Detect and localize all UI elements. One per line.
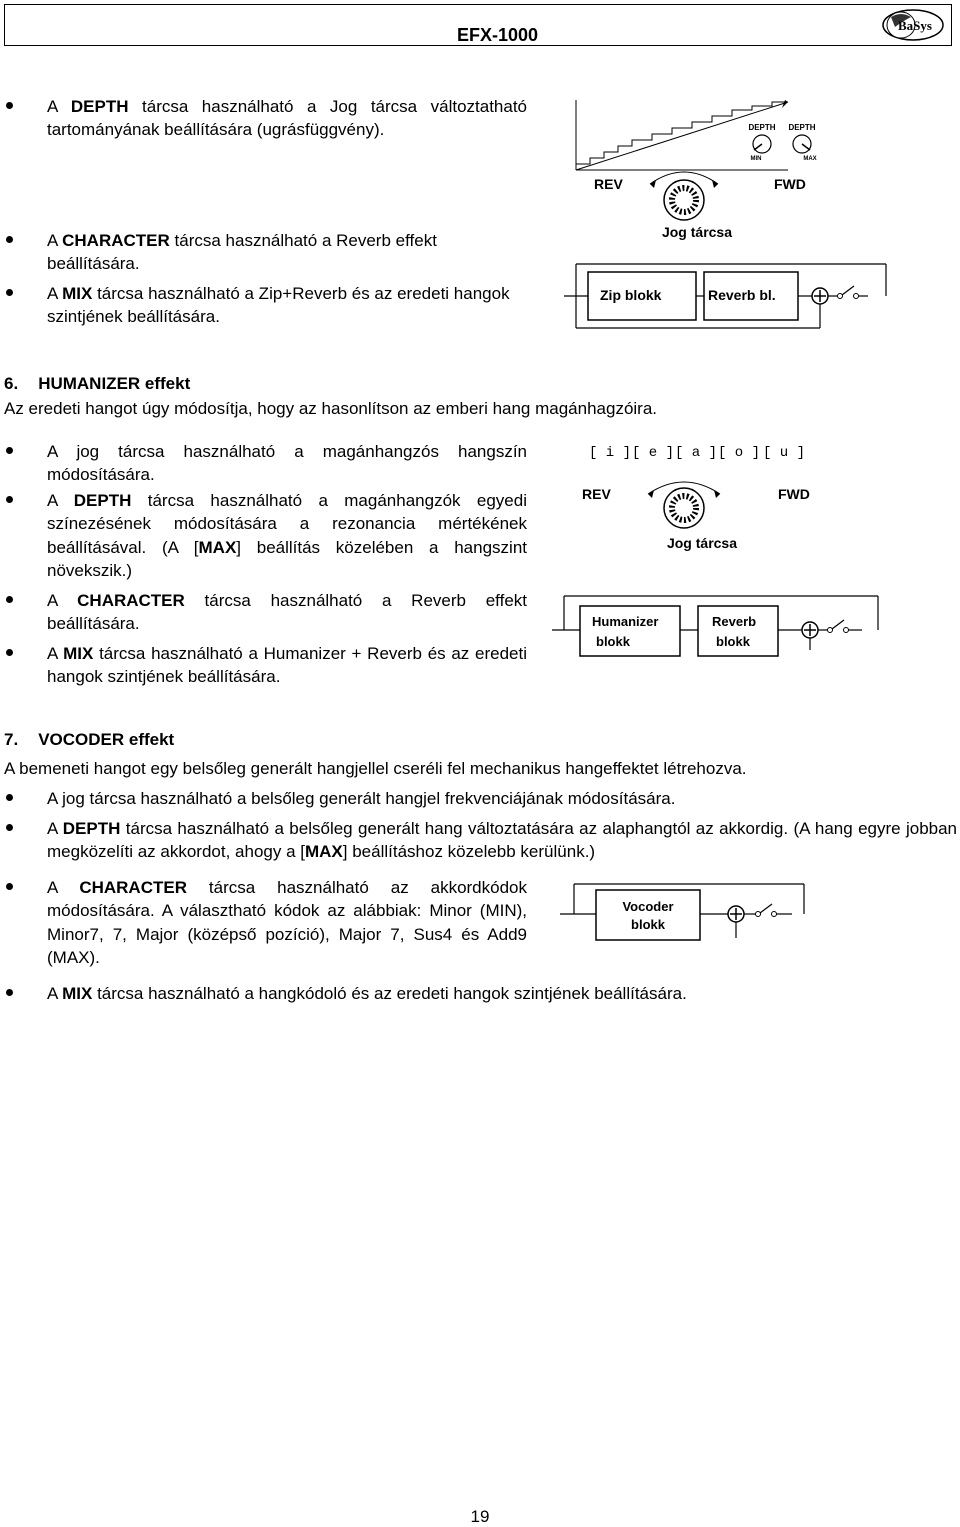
svg-text:MIN: MIN <box>750 156 762 162</box>
basys-logo <box>881 7 945 43</box>
vocoder-character-paragraph: A CHARACTER tárcsa használható az akkordkódok módosítására. A választható kódok az alábbiak: Minor (MIN), Minor7, 7, Major (középső pozíció), Major 7, Sus4 és Add9 (MAX). <box>47 878 527 967</box>
svg-text:[ a ]: [ a ] <box>674 445 718 461</box>
humanizer-figure <box>548 436 888 662</box>
zip-mix-paragraph: A MIX tárcsa használható a Zip+Reverb és az eredeti hangok szintjének beállítására. <box>47 284 510 327</box>
humanizer-depth-paragraph: A DEPTH tárcsa használható a magánhangzók egyedi színezésének módosítására a rezonancia mértékének beállításával. (A [MAX] beállítás közelében a hangszint növekszik.) <box>47 491 527 580</box>
bullet-dot <box>6 883 13 890</box>
humanizer-mix-paragraph: A MIX tárcsa használható a Humanizer + Reverb és az eredeti hangok szintjének beállítására. <box>47 644 527 687</box>
model-name: EFX-1000 <box>457 25 539 45</box>
svg-text:DEPTH: DEPTH <box>788 123 816 132</box>
humanizer-jog-paragraph: A jog tárcsa használható a magánhangzós hangszín módosítására. <box>47 442 527 485</box>
bullet-dot <box>6 649 13 656</box>
svg-text:blokk: blokk <box>716 634 750 649</box>
zip-depth-paragraph: A DEPTH tárcsa használható a Jog tárcsa változtatható tartományának beállítására (ugrásfüggvény). <box>47 97 528 140</box>
page-number: 19 <box>470 1507 490 1526</box>
bullet-dot <box>6 596 13 603</box>
svg-text:Zip blokk: Zip blokk <box>600 287 662 303</box>
humanizer-character-paragraph: A CHARACTER tárcsa használható a Reverb effekt beállítására. <box>47 591 527 634</box>
svg-text:blokk: blokk <box>631 917 665 932</box>
bullet-dot <box>6 102 13 109</box>
zip-figure <box>556 96 896 336</box>
svg-text:Reverb bl.: Reverb bl. <box>708 287 776 303</box>
svg-text:[ o ]: [ o ] <box>717 445 761 461</box>
bullet-dot <box>6 824 13 831</box>
vocoder-mix-paragraph: A MIX tárcsa használható a hangkódoló és az eredeti hangok szintjének beállítására. <box>47 984 687 1003</box>
svg-text:blokk: blokk <box>596 634 630 649</box>
svg-text:[ e ]: [ e ] <box>631 445 675 461</box>
svg-text:Humanizer: Humanizer <box>592 614 659 629</box>
svg-text:BaSys: BaSys <box>898 18 932 33</box>
svg-text:REV: REV <box>582 486 611 502</box>
bullet-dot <box>6 794 13 801</box>
svg-text:FWD: FWD <box>778 486 810 502</box>
svg-text:[ u ]: [ u ] <box>762 445 806 461</box>
bullet-dot <box>6 989 13 996</box>
page-header <box>4 4 952 46</box>
bullet-dot <box>6 236 13 243</box>
humanizer-intro: Az eredeti hangot úgy módosítja, hogy az hasonlítson az emberi hang magánhagzóira. <box>4 399 658 418</box>
vocoder-jog-paragraph: A jog tárcsa használható a belsőleg generált hangjel frekvenciájának módosítására. <box>47 789 676 808</box>
bullet-dot <box>6 447 13 454</box>
svg-text:Reverb: Reverb <box>712 614 757 629</box>
vocoder-intro: A bemeneti hangot egy belsőleg generált hangjellel cseréli fel mechanikus hangeffektet létrehozva. <box>4 759 747 778</box>
svg-text:[ i ]: [ i ] <box>588 445 632 461</box>
vocoder-heading: 7. VOCODER effekt <box>4 730 175 749</box>
zip-character-paragraph: A CHARACTER tárcsa használható a Reverb effekt beállítására. <box>47 231 437 274</box>
svg-text:Jog tárcsa: Jog tárcsa <box>661 224 733 240</box>
bullet-dot <box>6 289 13 296</box>
svg-text:Jog tárcsa: Jog tárcsa <box>666 535 738 551</box>
svg-text:FWD: FWD <box>774 176 806 192</box>
svg-text:Vocoder: Vocoder <box>622 899 674 914</box>
bullet-dot <box>6 496 13 503</box>
svg-text:DEPTH: DEPTH <box>748 123 776 132</box>
svg-text:MAX: MAX <box>803 156 817 162</box>
vocoder-depth-paragraph: A DEPTH tárcsa használható a belsőleg generált hang változtatására az alaphangtól az akkordig. (A hang egyre jobban megközelíti az akkordot, ahogy a [MAX] beállításhoz közelebb kerülünk.) <box>47 819 958 862</box>
humanizer-heading: 6. HUMANIZER effekt <box>4 374 191 393</box>
vocoder-figure <box>556 880 846 944</box>
depth-key: DEPTH <box>70 97 129 116</box>
svg-text:REV: REV <box>594 176 623 192</box>
